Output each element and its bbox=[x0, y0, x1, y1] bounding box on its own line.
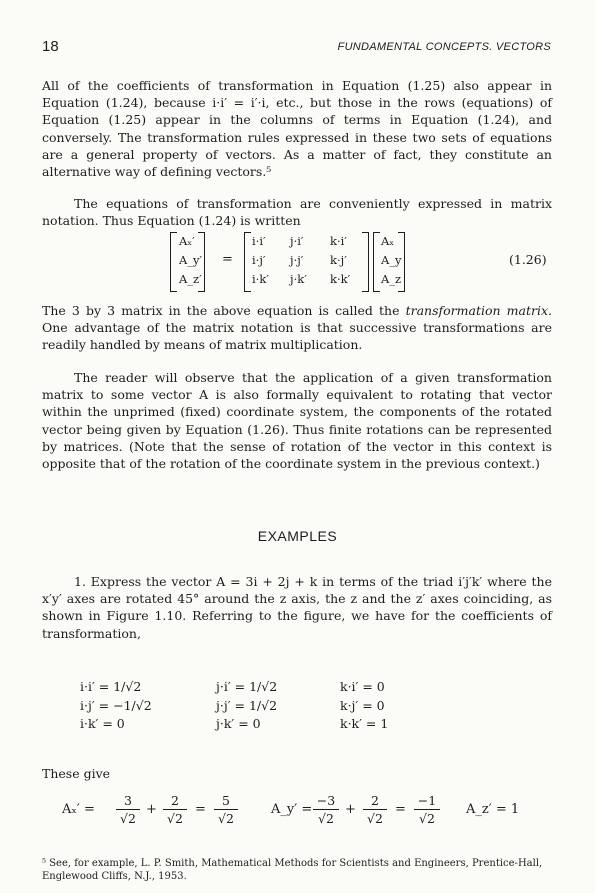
lhs-bracket-left bbox=[170, 232, 177, 292]
coefficient: j·j′ = 1/√2 bbox=[216, 698, 278, 713]
text-span: One advantage of the matrix notation is that successive transformations are readily handled by means of matrix multiplication. bbox=[42, 320, 552, 353]
page-number: 18 bbox=[42, 38, 59, 55]
fraction bbox=[313, 793, 339, 826]
equation-1-26 bbox=[170, 232, 550, 292]
matrix-bracket-right bbox=[362, 232, 369, 292]
paragraph-example-1: 1. Express the vector A = 3i + 2j + k in terms of the triad i′j′k′ where the x′y′ axes are rotated 45° around the z axis, the z and the z′ axes coinciding, as shown in Figure 1.10. Referring to the figure, we have for the coefficients of transformation, bbox=[42, 574, 552, 641]
matrix-cell: k·j′ bbox=[330, 253, 347, 267]
az-result: A_z′ = 1 bbox=[466, 802, 520, 817]
text-span: The 3 by 3 matrix in the above equation is called the bbox=[42, 303, 406, 318]
matrix-cell: i·j′ bbox=[252, 253, 266, 267]
coefficient: i·j′ = −1/√2 bbox=[80, 698, 152, 713]
fraction bbox=[363, 793, 387, 826]
numerator: 3 bbox=[124, 793, 132, 808]
denominator: √2 bbox=[167, 811, 183, 826]
paragraph-transformation-matrix bbox=[42, 302, 552, 354]
fraction-bar bbox=[313, 809, 339, 810]
fraction bbox=[414, 793, 440, 826]
numerator: −3 bbox=[316, 793, 336, 808]
matrix-cell: k·i′ bbox=[330, 234, 347, 248]
matrix-cell: i·k′ bbox=[252, 272, 269, 286]
matrix-cell: k·k′ bbox=[330, 272, 351, 286]
coefficient: j·k′ = 0 bbox=[216, 716, 261, 731]
ay-label: A_y′ = bbox=[271, 802, 313, 817]
matrix-bracket-left bbox=[244, 232, 251, 292]
equals-sign: = bbox=[195, 802, 206, 817]
fraction-bar bbox=[116, 809, 140, 810]
fraction-bar bbox=[414, 809, 440, 810]
emphasis-term: transformation matrix. bbox=[405, 303, 552, 318]
denominator: √2 bbox=[367, 811, 383, 826]
coefficient: j·i′ = 1/√2 bbox=[216, 679, 278, 694]
equals-sign: = bbox=[222, 252, 233, 267]
coefficient: k·k′ = 1 bbox=[340, 716, 389, 731]
numerator: 5 bbox=[222, 793, 230, 808]
these-give-text: These give bbox=[42, 766, 111, 781]
numerator: 2 bbox=[371, 793, 379, 808]
denominator: √2 bbox=[419, 811, 435, 826]
coefficient: k·i′ = 0 bbox=[340, 679, 385, 694]
rhs-az: A_z bbox=[381, 272, 402, 286]
fraction bbox=[116, 793, 140, 826]
rhs-bracket-right bbox=[398, 232, 405, 292]
lhs-ay: A_y′ bbox=[179, 253, 203, 267]
footnote: ⁵ See, for example, L. P. Smith, Mathematical Methods for Scientists and Engineers, Prentice-Hall, Englewood Cliffs, N.J., 1953. bbox=[42, 858, 543, 882]
examples-heading: EXAMPLES bbox=[257, 528, 338, 544]
fraction bbox=[163, 793, 187, 826]
running-title: FUNDAMENTAL CONCEPTS. VECTORS bbox=[337, 41, 551, 53]
denominator: √2 bbox=[218, 811, 234, 826]
rhs-ax: Aₓ bbox=[381, 234, 395, 248]
matrix-cell: i·i′ bbox=[252, 234, 266, 248]
equation-number: (1.26) bbox=[509, 252, 547, 267]
equals-sign: = bbox=[395, 802, 406, 817]
plus-sign: + bbox=[146, 802, 157, 817]
fraction bbox=[214, 793, 238, 826]
matrix-cell: j·j′ bbox=[290, 253, 304, 267]
numerator: 2 bbox=[171, 793, 179, 808]
paragraph-rotation: The reader will observe that the application of a given transformation matrix to some vector A is also formally equivalent to rotating that vector within the unprimed (fixed) coordinate system, the components of the rotated vector being given by Equation (1.26). Thus finite rotations can be represented by matrices. (Note that the sense of rotation of the vector in this context is opposite that of the rotation of the coordinate system in the previous context.) bbox=[42, 370, 552, 472]
paragraph-matrix-notation: The equations of transformation are conveniently expressed in matrix notation. Thus Equation (1.24) is written bbox=[42, 196, 552, 229]
fraction-bar bbox=[163, 809, 187, 810]
plus-sign: + bbox=[345, 802, 356, 817]
coefficient: k·j′ = 0 bbox=[340, 698, 385, 713]
fraction-bar bbox=[214, 809, 238, 810]
denominator: √2 bbox=[120, 811, 136, 826]
matrix-cell: j·k′ bbox=[290, 272, 307, 286]
matrix-cell: j·i′ bbox=[290, 234, 304, 248]
coefficient: i·i′ = 1/√2 bbox=[80, 679, 142, 694]
coefficient: i·k′ = 0 bbox=[80, 716, 125, 731]
rhs-bracket-left bbox=[373, 232, 380, 292]
paragraph-coefficients: All of the coefficients of transformation in Equation (1.25) also appear in Equation (1.24), because i·i′ = i′·i, etc., but those in the rows (equations) of Equation (1.25) appear in the columns of terms in Equation (1.24), and conversely. The transformation rules expressed in these two sets of equations are a general property of vectors. As a matter of fact, they constitute an alternative way of defining vectors.⁵ bbox=[42, 78, 552, 180]
lhs-ax: Aₓ′ bbox=[179, 234, 195, 248]
ax-label: Aₓ′ = bbox=[62, 802, 95, 817]
numerator: −1 bbox=[417, 793, 437, 808]
rhs-ay: A_y bbox=[381, 253, 402, 267]
lhs-bracket-right bbox=[198, 232, 205, 292]
lhs-az: A_z′ bbox=[179, 272, 202, 286]
fraction-bar bbox=[363, 809, 387, 810]
denominator: √2 bbox=[318, 811, 334, 826]
